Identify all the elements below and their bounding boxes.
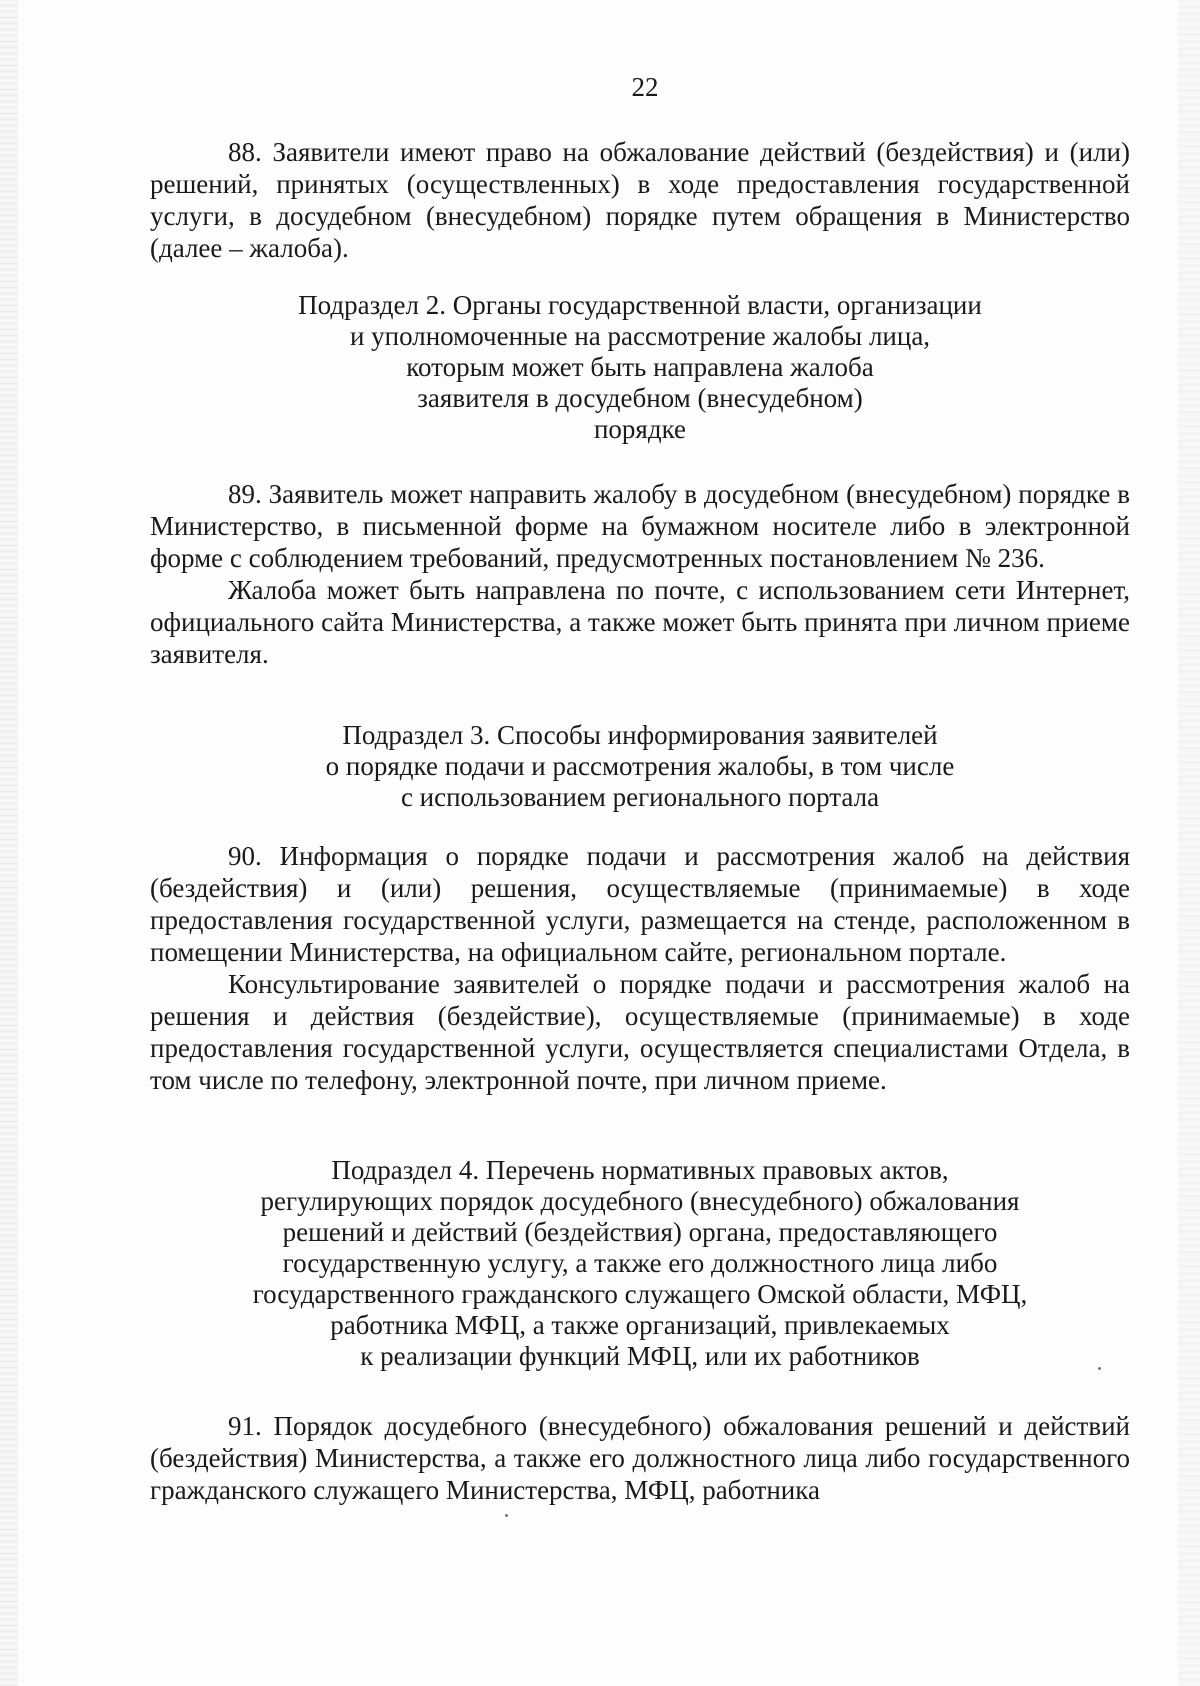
- heading-line: работника МФЦ, а также организаций, привлекаемых: [330, 1310, 950, 1340]
- paragraph-91-text: 91. Порядок досудебного (внесудебного) обжалования решений и действий (бездействия) Министерства, а также его должностного лица либо государственного гражданского служащего Министерства, МФЦ, работника: [150, 1411, 1130, 1505]
- heading-line: государственного гражданского служащего Омской области, МФЦ,: [252, 1279, 1028, 1309]
- heading-line: к реализации функций МФЦ, или их работников: [360, 1341, 920, 1371]
- heading-line: которым может быть направлена жалоба: [406, 352, 874, 382]
- paragraph-88: [150, 136, 1130, 264]
- paragraph-89-text: 89. Заявитель может направить жалобу в досудебном (внесудебном) порядке в Министерство, в письменной форме на бумажном носителе либо в электронной форме с соблюдением требований, предусмотренных постановлением № 236.: [150, 479, 1130, 573]
- heading-line: и уполномоченные на рассмотрение жалобы лица,: [349, 321, 931, 351]
- heading-line: решений и действий (бездействия) органа, предоставляющего: [282, 1217, 998, 1247]
- heading-line: Подраздел 2. Органы государственной власти, организации: [298, 290, 982, 320]
- heading-line: заявителя в досудебном (внесудебном): [417, 383, 863, 413]
- subsection-3-heading: [150, 720, 1130, 813]
- subsection-4-heading: [150, 1155, 1130, 1372]
- paragraph-89: [150, 478, 1130, 670]
- heading-line: Подраздел 4. Перечень нормативных правовых актов,: [331, 1155, 949, 1185]
- heading-line: регулирующих порядок досудебного (внесудебного) обжалования: [260, 1186, 1020, 1216]
- heading-line: с использованием регионального портала: [400, 782, 880, 812]
- heading-line: порядке: [593, 414, 687, 444]
- paragraph-90-text: 90. Информация о порядке подачи и рассмотрения жалоб на действия (бездействия) и (или) решения, осуществляемые (принимаемые) в ходе предоставления государственной услуги, размещается на стенде, расположенном в помещении Министерства, на официальном сайте, региональном портале.: [150, 841, 1130, 967]
- paragraph-90: [150, 840, 1130, 1096]
- heading-line: о порядке подачи и рассмотрения жалобы, в том числе: [325, 751, 955, 781]
- paragraph-90-continued: Консультирование заявителей о порядке подачи и рассмотрения жалоб на решения и действия (бездействие), осуществляемые (принимаемые) в ходе предоставления государственной услуги, осуществляется специалистами Отдела, в том числе по телефону, электронной почте, при личном приеме.: [150, 969, 1130, 1095]
- scan-edge-left: [0, 0, 18, 1686]
- subsection-2-heading: [150, 290, 1130, 445]
- heading-line: Подраздел 3. Способы информирования заявителей: [342, 720, 938, 750]
- scan-speck: [1098, 1367, 1101, 1370]
- scan-speck: [505, 1514, 508, 1517]
- paragraph-89-continued: Жалоба может быть направлена по почте, с использованием сети Интернет, официального сайта Министерства, а также может быть принята при личном приеме заявителя.: [150, 575, 1130, 669]
- paragraph-91: [150, 1410, 1130, 1506]
- paragraph-88-text: 88. Заявители имеют право на обжалование действий (бездействия) и (или) решений, принятых (осуществленных) в ходе предоставления государственной услуги, в досудебном (внесудебном) порядке путем обращения в Министерство (далее – жалоба).: [150, 137, 1130, 263]
- page-number: 22: [631, 72, 659, 102]
- heading-line: государственную услугу, а также его должностного лица либо: [282, 1248, 998, 1278]
- scan-edge-right: [1178, 0, 1200, 1686]
